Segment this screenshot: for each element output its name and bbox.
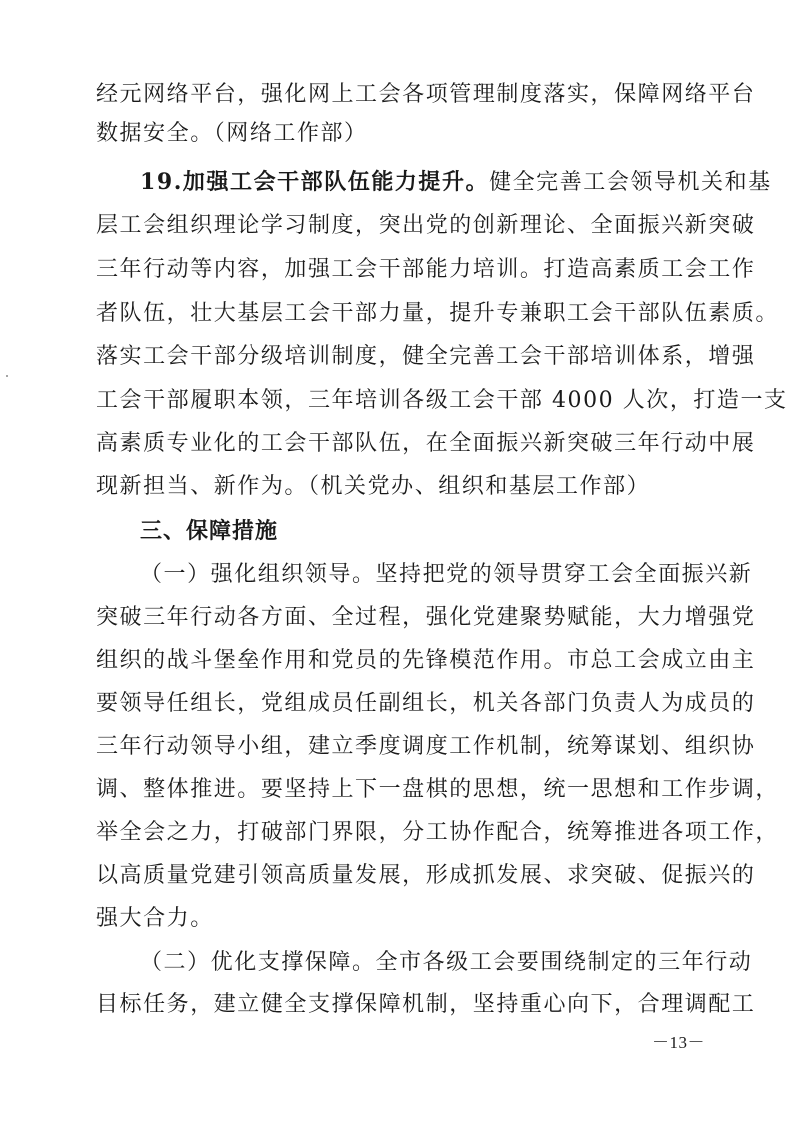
text-segment: 健全完善工会领导机关和基 bbox=[489, 170, 772, 195]
text-line: 突破三年行动各方面、全过程，强化党建聚势赋能，大力增强党 bbox=[96, 605, 756, 630]
text-line: 工会干部履职本领，三年培训各级工会干部 4000 人次，打造一支 bbox=[96, 388, 788, 413]
text-line: 要领导任组长，党组成员任副组长，机关各部门负责人为成员的 bbox=[96, 691, 756, 716]
text-line: 三年行动等内容，加强工会干部能力培训。打造高素质工会工作 bbox=[96, 257, 756, 282]
text-line: 者队伍，壮大基层工会干部力量，提升专兼职工会干部队伍素质。 bbox=[96, 301, 779, 326]
numbered-paragraph-start bbox=[140, 167, 772, 197]
text-line: 三年行动领导小组，建立季度调度工作机制，统筹谋划、组织协 bbox=[96, 734, 756, 759]
text-line: 组织的战斗堡垒作用和党员的先锋模范作用。市总工会成立由主 bbox=[96, 648, 756, 673]
text-line: 层工会组织理论学习制度，突出党的创新理论、全面振兴新突破 bbox=[96, 213, 756, 238]
text-line: 数据安全。（网络工作部） bbox=[96, 121, 368, 146]
page-number: －13－ bbox=[652, 1033, 705, 1052]
text-line: 目标任务，建立健全支撑保障机制，坚持重心向下，合理调配工 bbox=[96, 992, 756, 1017]
text-line: 举全会之力，打破部门界限，分工协作配合，统筹推进各项工作， bbox=[96, 820, 779, 845]
text-line: （一）强化组织领导。坚持把党的领导贯穿工会全面振兴新 bbox=[140, 562, 753, 587]
section-heading: 三、保障措施 bbox=[140, 519, 279, 544]
text-line: 落实工会干部分级培训制度，健全完善工会干部培训体系，增强 bbox=[96, 344, 756, 369]
text-line: 现新担当、新作为。（机关党办、组织和基层工作部） bbox=[96, 474, 651, 499]
paragraph-heading: 19.加强工会干部队伍能力提升。 bbox=[140, 169, 490, 195]
text-line: 经元网络平台，强化网上工会各项管理制度落实，保障网络平台 bbox=[96, 82, 756, 107]
text-line: 以高质量党建引领高质量发展，形成抓发展、求突破、促振兴的 bbox=[96, 863, 756, 888]
text-line: 高素质专业化的工会干部队伍，在全面振兴新突破三年行动中展 bbox=[96, 431, 756, 456]
scan-mark bbox=[6, 375, 8, 377]
text-line: （二）优化支撑保障。全市各级工会要围绕制定的三年行动 bbox=[140, 950, 753, 975]
text-line: 调、整体推进。要坚持上下一盘棋的思想，统一思想和工作步调， bbox=[96, 777, 779, 802]
text-line: 强大合力。 bbox=[96, 906, 214, 931]
